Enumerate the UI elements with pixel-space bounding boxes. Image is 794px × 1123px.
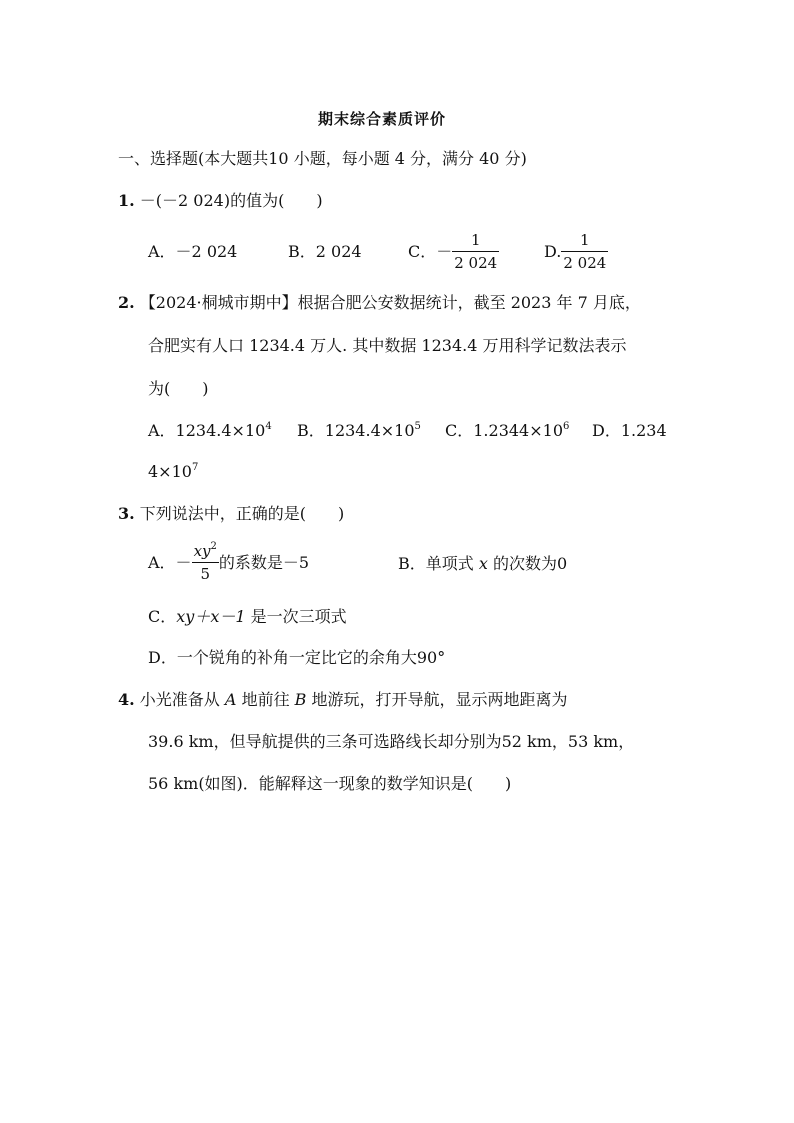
point-label: B	[294, 690, 307, 709]
question-4-line-1	[118, 692, 568, 708]
question-number: 3.	[118, 504, 135, 523]
q1-option-d	[544, 231, 608, 272]
denominator: 5	[200, 565, 210, 583]
point-label: A	[224, 690, 237, 709]
q3-option-a	[148, 542, 309, 583]
page-title: 期末综合素质评价	[318, 110, 447, 128]
option-text: 的系数是－5	[218, 552, 310, 572]
option-text: C．1.2344×10	[445, 421, 563, 440]
option-text: 是一次三项式	[245, 607, 347, 626]
question-text: 【2024·桐城市期中】根据合肥公安数据统计，截至 2023 年 7 月底，	[139, 293, 641, 312]
exponent: 5	[414, 421, 421, 432]
question-2-line-2: 合肥实有人口 1234.4 万人. 其中数据 1234.4 万用科学记数法表示	[148, 336, 627, 355]
q1-option-a: A．－2 024	[148, 242, 238, 261]
q1-option-b: B．2 024	[288, 242, 362, 261]
option-text: B．1234.4×10	[297, 421, 415, 440]
question-text: 地游玩，打开导航，显示两地距离为	[311, 690, 568, 709]
denominator: 2 024	[454, 254, 498, 272]
question-number: 2.	[118, 293, 135, 312]
question-text: －(－2 024)的值为( )	[139, 191, 323, 210]
question-4-line-2: 39.6 km，但导航提供的三条可选路线长却分别为52 km，53 km，	[148, 732, 635, 751]
option-label: D.	[544, 241, 562, 261]
option-label: C．－	[408, 241, 453, 261]
option-label: A．－	[148, 552, 192, 572]
question-number: 1.	[118, 191, 135, 210]
question-text: 小光准备从	[139, 690, 220, 709]
q2-option-c	[445, 423, 569, 439]
q1-option-c	[408, 231, 499, 272]
question-4-line-3: 56 km(如图)．能解释这一现象的数学知识是( )	[148, 774, 512, 793]
option-label: C．	[148, 607, 177, 626]
option-text: B．单项式	[398, 554, 474, 573]
option-text: 的次数为0	[492, 554, 568, 573]
q3-option-b	[398, 556, 567, 572]
section-heading: 一、选择题(本大题共10 小题，每小题 4 分，满分 40 分)	[118, 149, 527, 168]
variable: x	[478, 554, 488, 573]
q2-option-d: D．1.234	[592, 421, 667, 440]
q2-option-a	[148, 423, 272, 439]
fraction	[452, 231, 499, 272]
expression: xy＋x－1	[176, 607, 246, 626]
numerator: 1	[470, 231, 481, 249]
fraction	[561, 231, 608, 272]
exponent: 6	[563, 421, 570, 432]
fraction-bar	[192, 562, 219, 563]
denominator: 2 024	[563, 254, 607, 272]
question-2-line-1	[118, 295, 641, 311]
numerator: 1	[580, 231, 590, 249]
option-text: A．1234.4×10	[148, 421, 266, 440]
question-text: 地前往	[241, 690, 290, 709]
q2-option-d-continued	[148, 464, 198, 480]
q3-option-c	[148, 609, 347, 625]
exponent: 7	[191, 462, 199, 473]
fraction	[192, 542, 219, 583]
fraction-bar	[452, 251, 499, 252]
q3-option-d: D．一个锐角的补角一定比它的余角大90°	[148, 648, 446, 667]
question-number: 4.	[118, 690, 135, 709]
question-3-stem	[118, 506, 344, 522]
question-2-line-3: 为( )	[148, 379, 209, 398]
exponent: 2	[210, 541, 217, 552]
question-text: 下列说法中，正确的是( )	[139, 504, 345, 523]
exponent: 4	[265, 421, 272, 432]
option-text: 4×10	[148, 462, 192, 481]
fraction-bar	[561, 251, 608, 252]
question-1-stem	[118, 193, 323, 209]
numerator	[192, 542, 219, 560]
q2-option-b	[297, 423, 421, 439]
variable: xy	[193, 542, 211, 560]
